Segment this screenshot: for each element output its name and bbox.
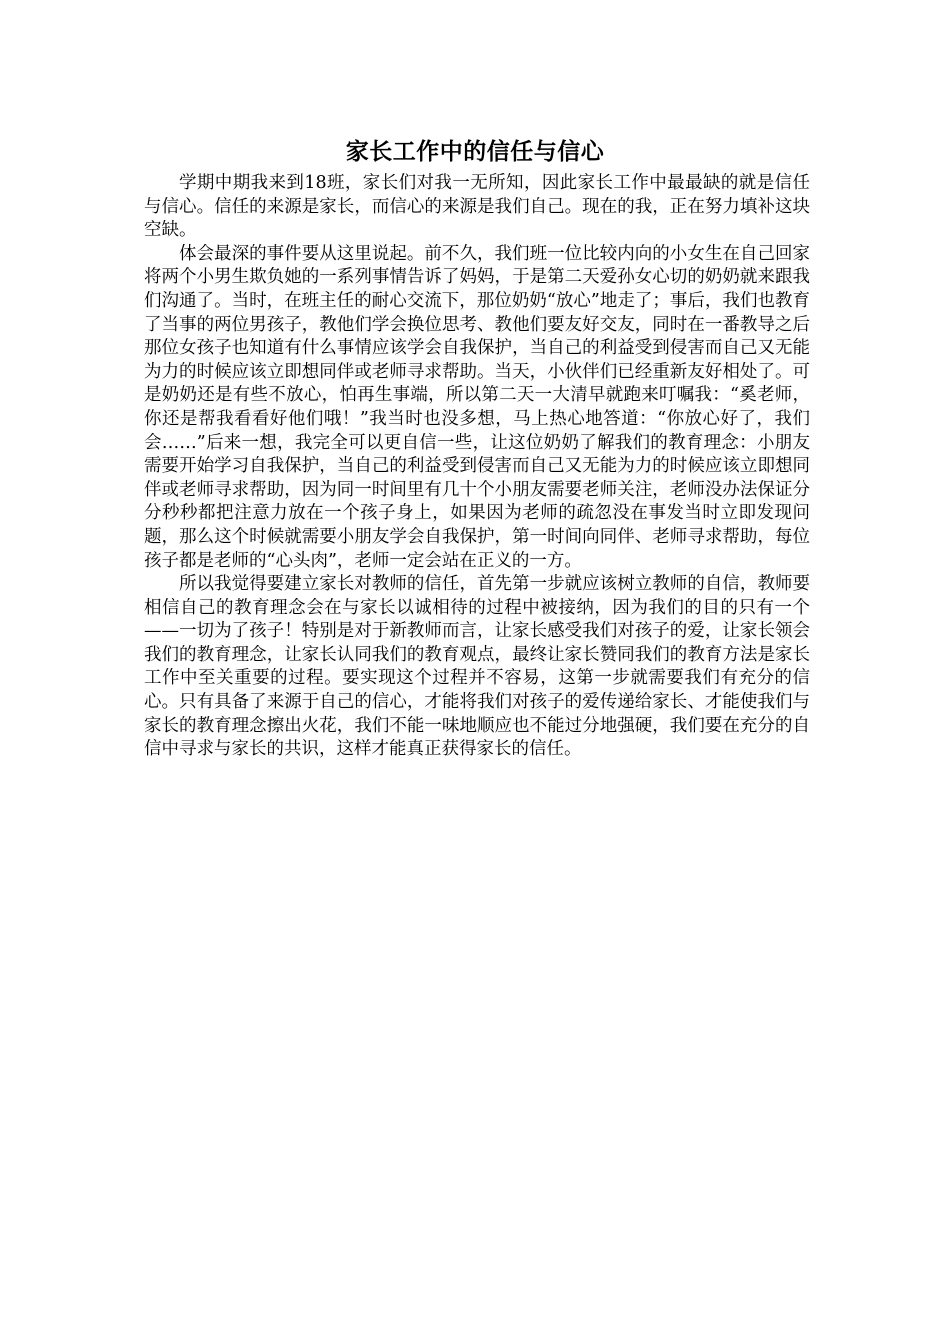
- paragraph-1: 学期中期我来到18班，家长们对我一无所知，因此家长工作中最最缺的就是信任与信心。信任的来源是家长，而信心的来源是我们自己。现在的我，正在努力填补这块空缺。: [144, 173, 810, 241]
- paragraph-3: 所以我觉得要建立家长对教师的信任，首先第一步就应该树立教师的自信，教师要相信自己的教育理念会在与家长以诚相待的过程中被接纳，因为我们的目的只有一个——一切为了孩子！特别是对于新教师而言，让家长感受我们对孩子的爱，让家长领会我们的教育理念，让家长认同我们的教育观点，最终让家长赞同我们的教育方法是家长工作中至关重要的过程。要实现这个过程并不容易，这第一步就需要我们有充分的信心。只有具备了来源于自己的信心，才能将我们对孩子的爱传递给家长、才能使我们与家长的教育理念擦出火花，我们不能一味地顺应也不能过分地强硬，我们要在充分的自信中寻求与家长的共识，这样才能真正获得家长的信任。: [144, 574, 810, 760]
- document-title: 家长工作中的信任与信心: [345, 139, 605, 165]
- paragraph-2: 体会最深的事件要从这里说起。前不久，我们班一位比较内向的小女生在自己回家将两个小男生欺负她的一系列事情告诉了妈妈，于是第二天爱孙女心切的奶奶就来跟我们沟通了。当时，在班主任的耐心交流下，那位奶奶“放心”地走了；事后，我们也教育了当事的两位男孩子，教他们学会换位思考、教他们要友好交友，同时在一番教导之后那位女孩子也知道有什么事情应该学会自我保护，当自己的利益受到侵害而自己又无能为力的时候应该立即想同伴或老师寻求帮助。当天，小伙伴们已经重新友好相处了。可是奶奶还是有些不放心，怕再生事端，所以第二天一大清早就跑来叮嘱我：“奚老师， 你还是帮我看看好他们哦！”我当时也没多想，马上热心地答道：“你放心好了，我们会……”后来一想，我完全可以更自信一些，让这位奶奶了解我们的教育理念：小朋友需要开始学习自我保护，当自己的利益受到侵害而自己又无能为力的时候应该立即想同伴或老师寻求帮助，因为同一时间里有几十个小朋友需要老师关注，老师没办法保证分分秒秒都把注意力放在一个孩子身上，如果因为老师的疏忽没在事发当时立即发现问题，那么这个时候就需要小朋友学会自我保护，第一时间向同伴、老师寻求帮助，每位孩子都是老师的“心头肉”，老师一定会站在正义的一方。: [144, 243, 810, 571]
- document-body: [144, 172, 810, 762]
